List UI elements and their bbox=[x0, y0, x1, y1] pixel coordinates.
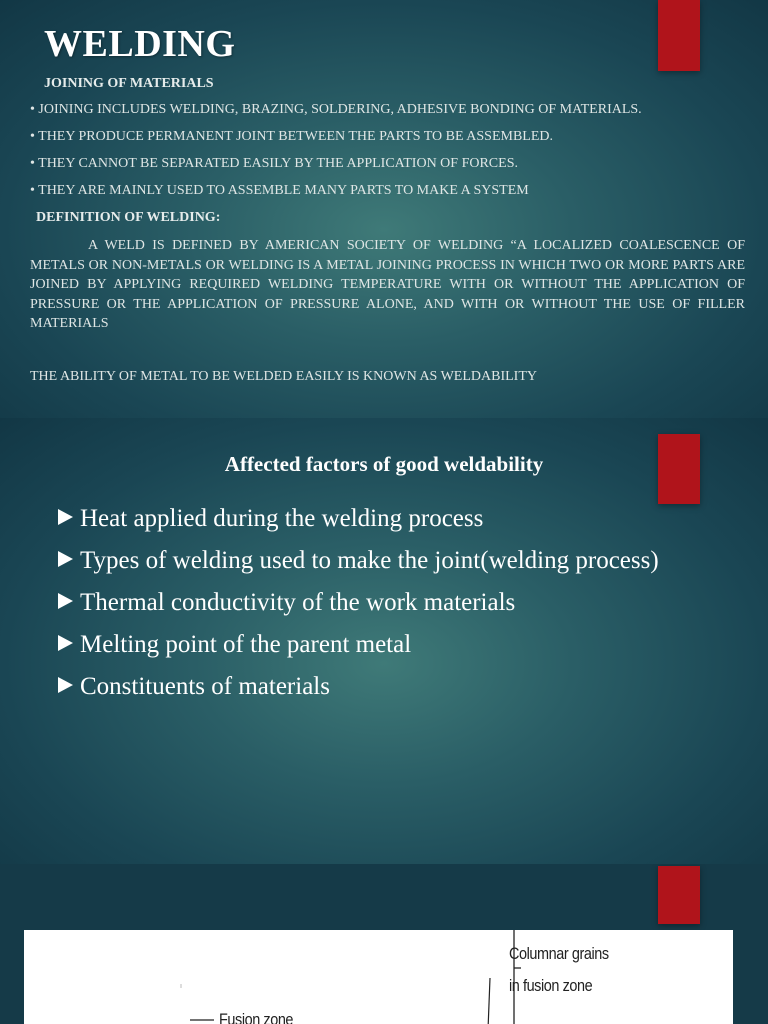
triangle-right-icon bbox=[58, 551, 73, 567]
factor-label: Heat applied during the welding process bbox=[80, 505, 484, 532]
slide-weld-zones bbox=[0, 864, 768, 1024]
diagram-leader-lines bbox=[24, 930, 733, 1024]
bullet-line: • JOINING INCLUDES WELDING, BRAZING, SOLDERING, ADHESIVE BONDING OF MATERIALS. bbox=[30, 102, 642, 117]
list-item bbox=[58, 586, 678, 620]
list-item bbox=[58, 628, 678, 662]
triangle-right-icon bbox=[58, 635, 73, 651]
definition-heading: DEFINITION OF WELDING: bbox=[36, 210, 221, 225]
fusion-zone-grains-label: in fusion zone bbox=[509, 976, 593, 995]
slide-title: WELDING bbox=[44, 23, 236, 65]
factor-list bbox=[58, 502, 678, 712]
factor-label: Melting point of the parent metal bbox=[80, 631, 412, 658]
triangle-right-icon bbox=[58, 677, 73, 693]
fusion-zone-label: Fusion zone bbox=[219, 1010, 294, 1024]
triangle-right-icon bbox=[58, 509, 73, 525]
bullet-line: • THEY PRODUCE PERMANENT JOINT BETWEEN THE PARTS TO BE ASSEMBLED. bbox=[30, 129, 554, 144]
triangle-right-icon bbox=[58, 593, 73, 609]
weldability-statement: THE ABILITY OF METAL TO BE WELDED EASILY IS KNOWN AS WELDABILITY bbox=[30, 369, 538, 384]
accent-red-bar bbox=[658, 0, 700, 71]
list-item bbox=[58, 670, 678, 704]
bullet-line: • THEY CANNOT BE SEPARATED EASILY BY THE APPLICATION OF FORCES. bbox=[30, 156, 518, 171]
columnar-grains-label: Columnar grains bbox=[509, 944, 609, 963]
factor-label: Constituents of materials bbox=[80, 673, 330, 700]
slide-welding-intro bbox=[0, 0, 768, 418]
weld-zone-diagram bbox=[24, 930, 733, 1024]
factor-label: Types of welding used to make the joint(welding process) bbox=[80, 547, 659, 574]
factors-title: Affected factors of good weldability bbox=[224, 452, 544, 476]
joining-subheading: JOINING OF MATERIALS bbox=[44, 76, 214, 91]
accent-red-bar bbox=[658, 866, 700, 924]
definition-paragraph: A WELD IS DEFINED BY AMERICAN SOCIETY OF WELDING “A LOCALIZED COALESCENCE OF METALS OR NON-METALS OR WELDING IS A METAL JOINING PROCESS IN WHICH TWO OR MORE PARTS ARE JOINED BY APPLYING REQUIRED WELDING TEMPERATURE WITH OR WITHOUT THE APPLICATION OF PRESSURE OR THE APPLICATION OF PRESSURE ALONE, AND WITH OR WITHOUT THE USE OF FILLER MATERIALS bbox=[30, 238, 745, 331]
bullet-line: • THEY ARE MAINLY USED TO ASSEMBLE MANY PARTS TO MAKE A SYSTEM bbox=[30, 183, 529, 198]
factor-label: Thermal conductivity of the work materials bbox=[80, 589, 516, 616]
list-item bbox=[58, 502, 678, 536]
list-item bbox=[58, 544, 678, 578]
slide-weldability-factors bbox=[0, 418, 768, 864]
